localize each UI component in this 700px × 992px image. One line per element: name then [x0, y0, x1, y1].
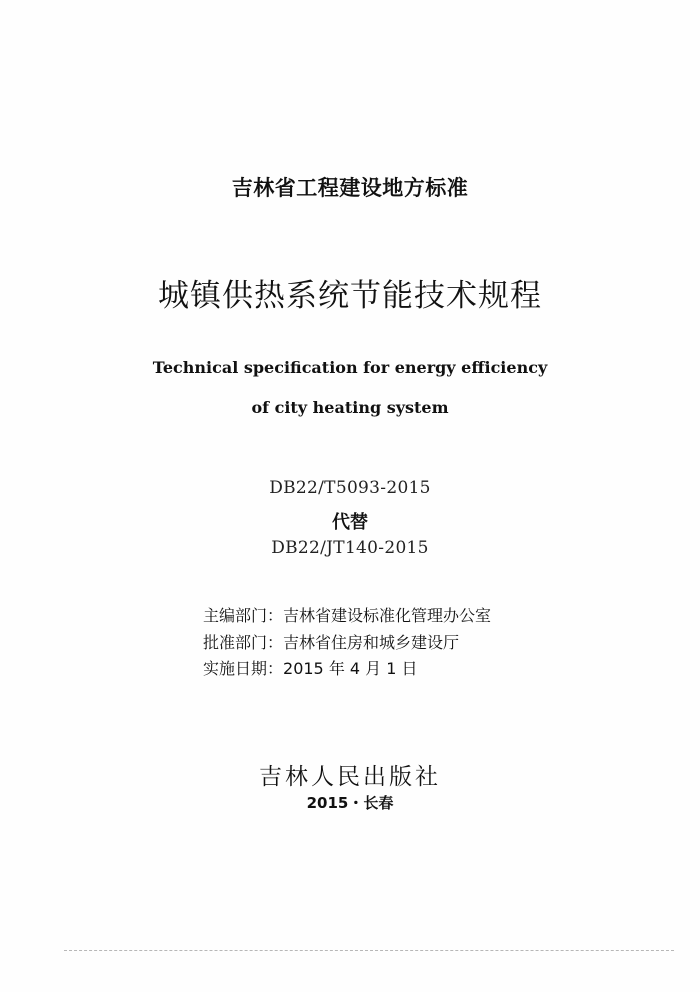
standard-series-heading: 吉林省工程建设地方标准 [231, 176, 469, 200]
document-title-english-line-2: of city heating system [251, 398, 449, 417]
meta-label: 主编部门： [203, 606, 284, 625]
meta-value: 吉林省住房和城乡建设厅 [283, 633, 460, 652]
meta-row-effective-date [203, 656, 418, 679]
publication-date-place: 2015・长春 [306, 794, 394, 812]
replaced-standard-code: DB22/JT140-2015 [271, 538, 429, 558]
document-title-english-line-1: Technical specification for energy efficiency [152, 358, 548, 377]
replaces-label: 代替 [332, 512, 368, 533]
meta-label: 实施日期： [203, 659, 284, 678]
meta-value: 吉林省建设标准化管理办公室 [283, 606, 492, 625]
meta-label: 批准部门： [203, 633, 284, 652]
meta-row-editor [203, 603, 491, 626]
standard-code: DB22/T5093-2015 [269, 478, 431, 498]
document-title-chinese: 城镇供热系统节能技术规程 [158, 278, 542, 314]
bottom-scan-line [64, 950, 674, 951]
publisher-name: 吉林人民出版社 [259, 764, 441, 790]
meta-row-approver [203, 630, 459, 653]
meta-value: 2015 年 4 月 1 日 [283, 659, 418, 678]
